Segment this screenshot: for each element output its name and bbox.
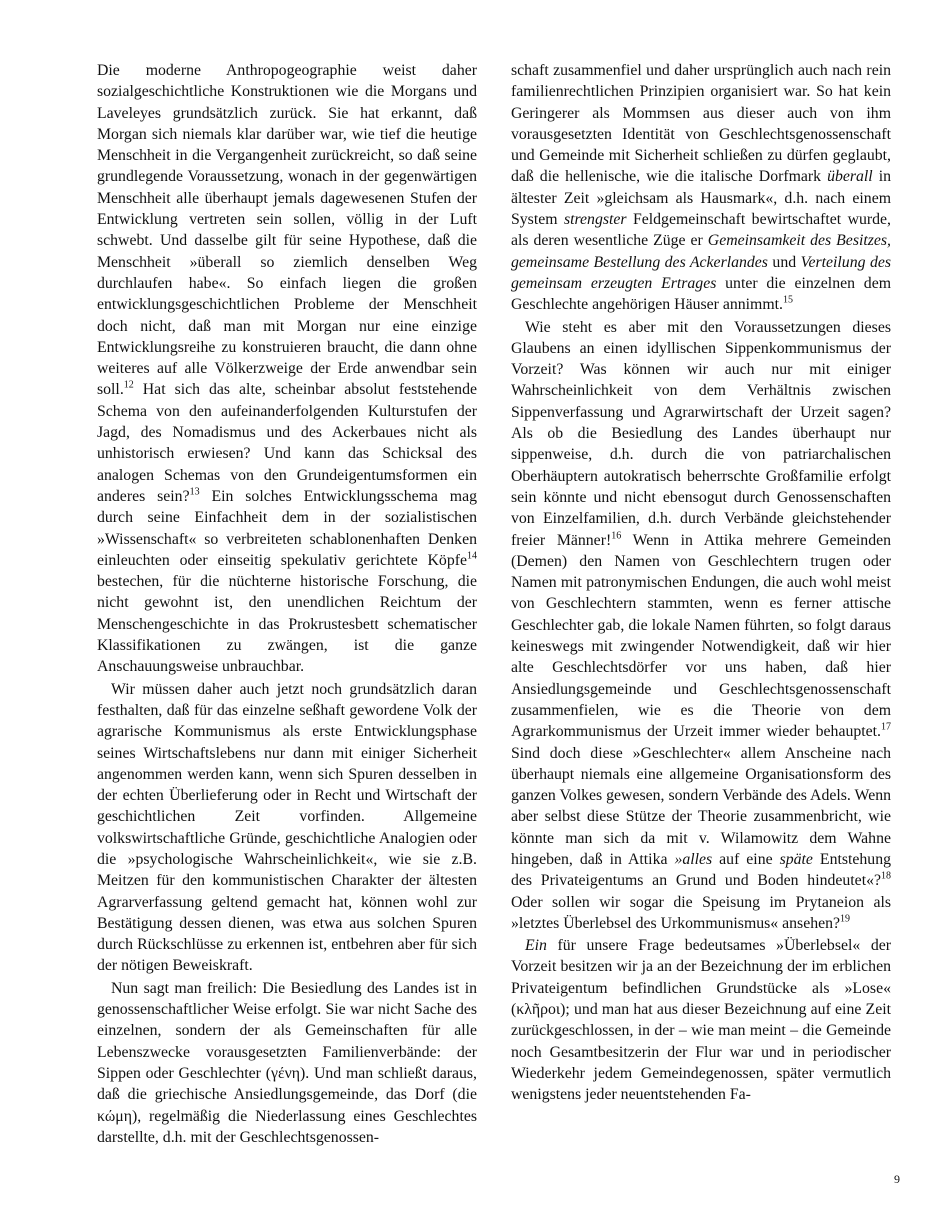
text-run: Nun sagt man freilich: Die Besiedlung des Landes ist in genossenschaftlicher Weise erfolgt. Sie war nicht Sache des einzelnen, sondern der als Gemeinschaften für alle Lebenszwecke vorausgesetzten Familienverbände: der Sippen oder Geschlechter (γένη). Und man schließt daraus, daß die griechische Ansiedlungsgemeinde, das Dorf (die κώμη), regelmäßig die Niederlassung eines Geschlechtes darstellte, d.h. mit der Geschlechtsgenossen- [97,979,477,1146]
text-run: Wir müssen daher auch jetzt noch grundsätzlich daran festhalten, daß für das einzelne seßhaft gewordene Volk der agrarische Kommunismus als erste Entwicklungsphase seines Wirtschaftslebens nur dann mit einiger Sicherheit angenommen werden kann, wenn sich Spuren desselben in der echten Überlieferung oder in Recht und Wirtschaft der geschichtlichen Zeit vorfinden. Allgemeine volkswirtschaftliche Gründe, geschichtliche Analogien oder die »psychologische Wahrscheinlichkeit«, wie sie z.B. Meitzen für den kommunistischen Charakter der ältesten Agrarverfassung geltend gemacht hat, können wohl zur Bestätigung dessen dienen, was etwa aus solchen Spuren durch Rückschlüsse zu erkennen ist, entbehren aber für sich der nötigen Beweiskraft. [97,680,477,975]
text-run: für unsere Frage bedeutsames »Überlebsel« der Vorzeit besitzen wir ja an der Bezeichnung der im erblichen Privateigentum befindlichen Grundstücke als »Lose« (κλῆροι); und man hat aus dieser Bezeichnung auf eine Zeit zurückgeschlossen, in der – wie man meint – die Gemeinde noch Gesamtbesitzerin der Flur war und in periodischer Wiederkehr jedem Gemeindegenossen, später vermutlich wenigstens jeder neuentstehenden Fa- [511,937,891,1104]
text-run: Die moderne Anthropogeographie weist daher sozialgeschichtliche Konstruktionen wie die Morgans und Laveleyes grundsätzlich zurück. Sie hat erkannt, daß Morgan sich niemals klar darüber war, wie tief die heutige Menschheit in die Vergangenheit zurückreicht, so daß seine grundlegende Voraussetzung, wonach in der gegenwärtigen Menschheit alle überhaupt jemals dagewesenen Stufen der Entwicklung vertreten sein sollen, völlig in der Luft schwebt. Und dasselbe gilt für seine Hypothese, daß die Menschheit »überall so ziemlich denselben Weg durchlaufen habe«. So einfach liegen die großen entwicklungsgeschichtlichen Probleme der Menschheit doch nicht, daß man mit Morgan nur eine einzige Entwicklungsreihe zu konstruieren braucht, die dann ohne weiteres auf alle Völkerzweige der Erde anwendbar sein soll. [97,62,477,399]
text-run: und [767,253,801,271]
text-run: unter die einzelnen dem Geschlechte angehörigen Häuser annimmt. [511,274,891,314]
text-run: Hat sich das alte, scheinbar absolut feststehende Schema von den aufeinanderfolgenden Kulturstufen der Jagd, des Nomadismus und des Ackerbaues nicht als unhistorisch erwiesen? Und kann das Schicksal des analogen Schemas von den Grundeigentumsformen ein anderes sein? [97,381,477,505]
text-run: bestechen, für die nüchterne historische Forschung, die nicht gewohnt ist, den unendlichen Reichtum der Menschengeschichte in das Prokrustesbett schematischer Klassifikationen zu zwängen, ist die ganze Anschauungsweise unbrauchbar. [97,573,477,676]
italic-text: Gemeinsamkeit des Besitzes, gemeinsame Bestellung des Ackerlandes [511,232,891,271]
text-run: Entstehung des Privateigentums an Grund und Boden hindeutet«? [511,850,892,890]
italic-text: Verteilung des gemeinsam erzeugten Ertrages [511,253,891,292]
footnote-ref: 12 [123,380,134,392]
text-run: Ein solches Entwicklungsschema mag durch seine Einfachheit dem in der sozialistischen »Wissenschaft« so verbreiteten schablonenhaften Denken einleuchten oder einseitig spekulativ gerichtete Köpfe [97,487,477,569]
page-number: 9 [894,1172,900,1186]
italic-text: späte [779,850,813,868]
text-run: Oder sollen wir sogar die Speisung im Prytaneion als »letztes Überlebsel des Urkommunismus« ansehen? [511,893,891,932]
text-run: in ältester Zeit »gleichsam als Hausmark«, d.h. nach einem System [511,168,891,229]
left-paragraph-2 [97,679,477,977]
right-column [511,60,891,1106]
left-paragraph-3 [97,978,477,1148]
footnote-ref: 17 [881,721,891,733]
text-run: schaft zusammenfiel und daher ursprünglich auch nach rein familienrechtlichen Prinzipien organisiert war. So hat kein Geringerer als Mommsen aus dieser auch von ihm vorausgesetzten Identität von Geschlechtsgenossenschaft und Gemeinde mit Sicherheit schließen zu dürfen geglaubt, daß die hellenische, wie die italische Dorfmark [511,62,891,186]
footnote-ref: 15 [782,295,793,306]
right-paragraph-1 [511,60,891,316]
footnote-ref: 13 [189,486,200,498]
text-run: Wenn in Attika mehrere Gemeinden (Demen) den Namen von Geschlechtern trugen oder Namen mit patronymischen Endungen, die auch wohl meist von Geschlechtern stammten, wenn es ferner attische Geschlechter gab, die lokale Namen führten, so folgt daraus keineswegs mit zwingender Notwendigkeit, daß wir hier alte Geschlechtsdörfer vor uns haben, daß hier Ansiedlungsgemeinde und Geschlechtsgenossenschaft zusammenfielen, wie es die Theorie von dem Agrarkommunismus der Urzeit immer wieder behauptet. [511,531,891,741]
italic-text: überall [827,168,873,186]
text-run: auf eine [712,850,780,868]
italic-text: »alles [674,850,713,868]
right-paragraph-3 [511,935,891,1105]
text-run: Feldgemeinschaft bewirtschaftet wurde, als deren wesentliche Züge er [511,211,891,250]
left-column [97,60,477,1148]
text-run: Wie steht es aber mit den Voraussetzungen dieses Glaubens an einen idyllischen Sippenkommunismus der Vorzeit? Was können wir auch nur mit einiger Wahrscheinlichkeit von dem Verhältnis zwischen Sippenverfassung und Agrarwirtschaft der Urzeit sagen? Als ob die Besiedlung des Landes überhaupt nur sippenweise, d.h. durch die von patriarchalischen Oberhäuptern autokratisch beherrschte Großfamilie erfolgt sein könnte und nicht ebensogut durch Genossenschaften von Einzelfamilien, d.h. durch Verbände gleichstehender freier Männer! [511,318,891,549]
footnote-ref: 14 [467,550,477,562]
text-run: Sind doch diese »Geschlechter« allem Anscheine nach überhaupt niemals eine allgemeine Organisationsform des ganzen Volkes gewesen, sondern Verbände des Adels. Wenn aber selbst diese Stütze der Theorie zusammenbricht, wie könnte man sich da mit v. Wilamowitz dem Wahne hingeben, daß in Attika [511,744,891,868]
italic-text: Ein [525,937,547,955]
footnote-ref: 19 [840,913,851,925]
right-paragraph-2 [511,317,891,935]
italic-text: strengster [563,211,627,229]
footnote-ref: 18 [881,871,891,883]
footnote-ref: 16 [611,530,622,542]
left-paragraph-1 [97,60,477,678]
